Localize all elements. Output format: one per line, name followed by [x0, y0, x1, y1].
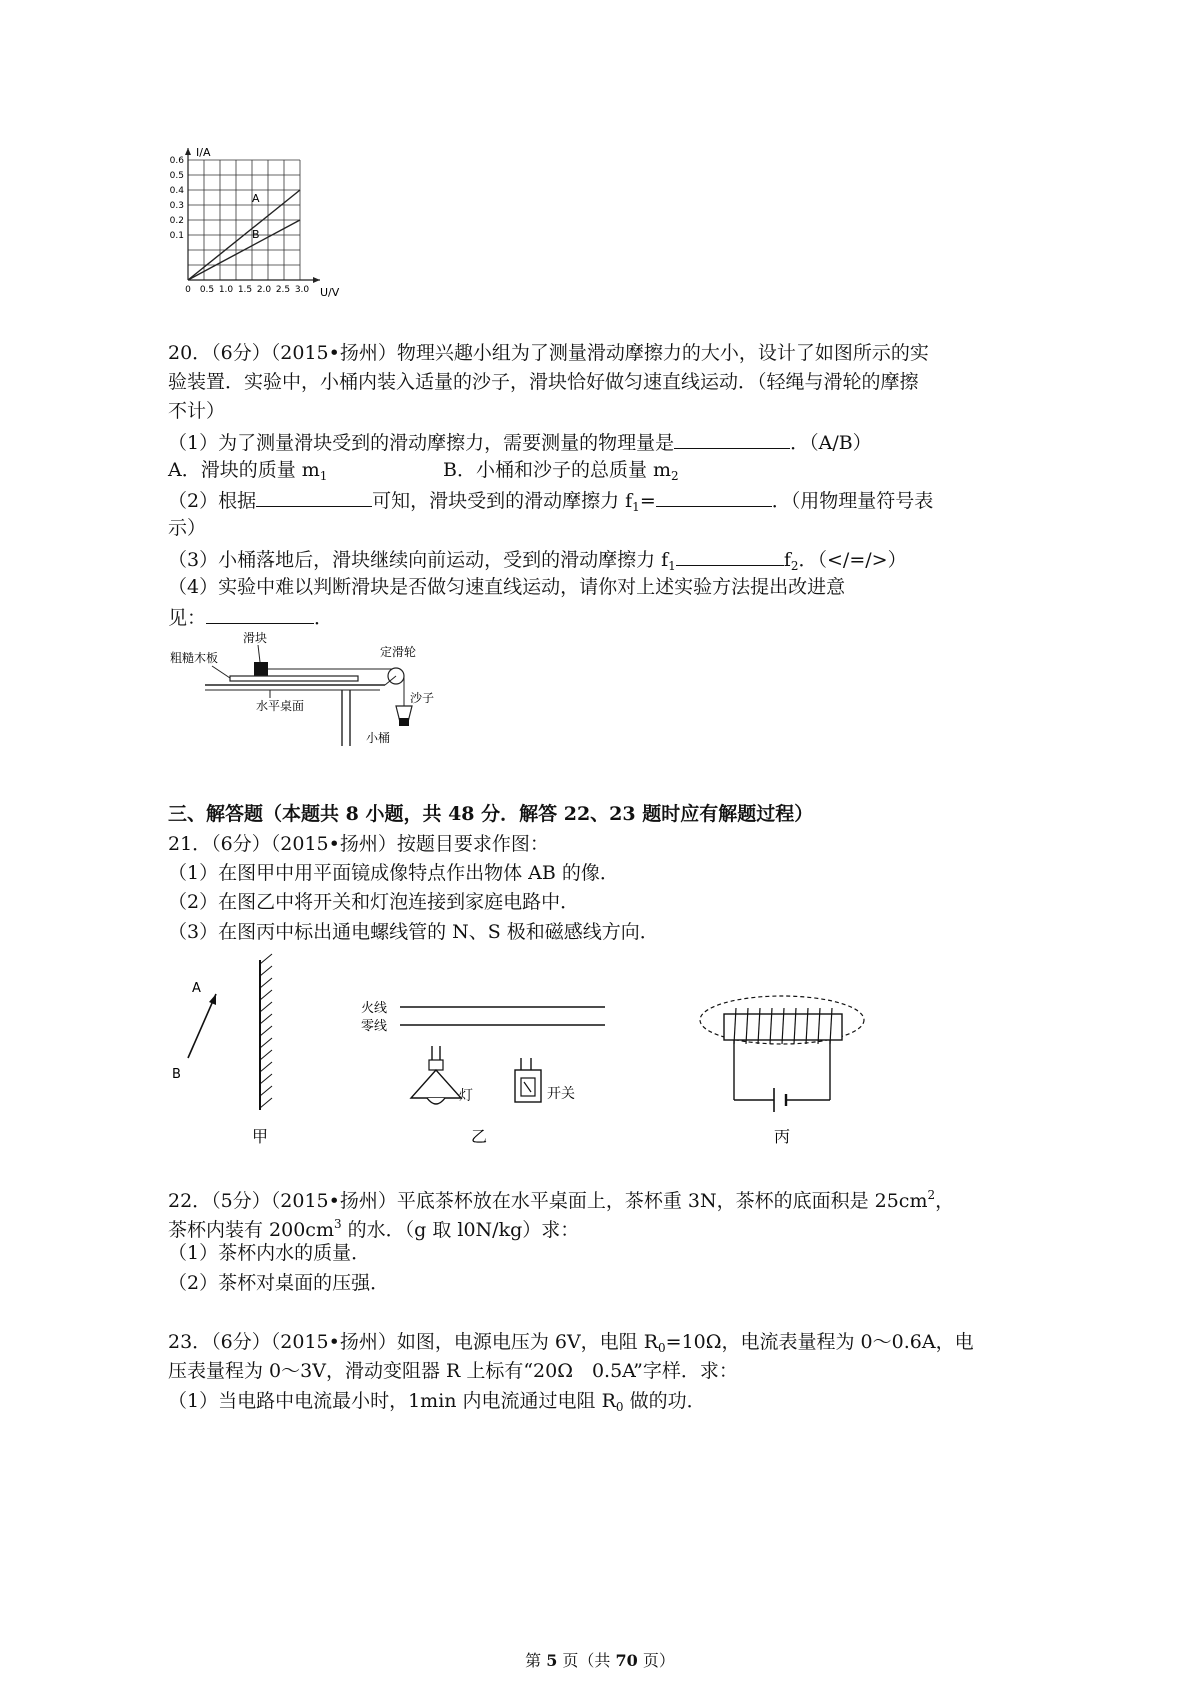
- table-label: 水平桌面: [256, 699, 305, 713]
- footer-suffix: 页）: [637, 1651, 675, 1670]
- option-b-sub: 2: [671, 469, 679, 483]
- fire-wire-label: 火线: [361, 1001, 388, 1016]
- q23-part1-end: 做的功．: [623, 1390, 706, 1412]
- bucket-label: 小桶: [366, 731, 391, 745]
- q20-part4-text: 见：: [168, 607, 207, 629]
- board-label: 粗糙木板: [170, 651, 219, 665]
- line-a-label: A: [252, 192, 260, 205]
- x-tick: 1.0: [218, 285, 234, 295]
- answer-blank[interactable]: [676, 543, 784, 566]
- q22-part2: （2）茶杯对桌面的压强．: [168, 1272, 390, 1294]
- zero-wire-label: 零线: [361, 1019, 388, 1034]
- pulley-label: 定滑轮: [380, 645, 417, 659]
- q22-part1: （1）茶杯内水的质量．: [168, 1242, 371, 1264]
- q20-part3-suffix: ．（</=/>）: [798, 549, 907, 571]
- q20-part4-suffix: ．: [314, 607, 334, 629]
- x-axis-label: U/V: [320, 286, 340, 299]
- q21-part1: （1）在图甲中用平面镜成像特点作出物体 AB 的像．: [168, 862, 619, 884]
- option-b-text: B．小桶和沙子的总质量 m: [443, 459, 672, 481]
- object-ab: [188, 994, 216, 1058]
- q23-line1-end: =10Ω，电流表量程为 0～0.6A，电: [665, 1331, 974, 1353]
- q22-line1-end: ，: [935, 1190, 955, 1212]
- x-tick: 2.5: [275, 285, 291, 295]
- figure-bing-caption: 丙: [774, 1127, 791, 1146]
- q21-line1: 21．（6分）（2015•扬州）按题目要求作图：: [168, 833, 549, 855]
- q20-part1-text: （1）为了测量滑块受到的滑动摩擦力，需要测量的物理量是: [168, 432, 675, 454]
- graph-grid: [188, 160, 300, 280]
- answer-blank[interactable]: [674, 426, 790, 449]
- x-tick: 2.0: [256, 285, 272, 295]
- q20-line3: 不计）: [168, 400, 226, 422]
- page-number: 5: [546, 1651, 558, 1670]
- q22-line1-sup: 2: [927, 1188, 936, 1202]
- figure-bing: [690, 990, 875, 1155]
- block-label: 滑块: [243, 631, 268, 645]
- lamp-label: 灯: [459, 1088, 473, 1104]
- q20-part3-f2: f: [783, 549, 791, 571]
- switch-icon[interactable]: [515, 1058, 541, 1102]
- switch-label: 开关: [547, 1086, 575, 1102]
- iu-graph: [160, 140, 360, 310]
- q20-part2-mid: 可知，滑块受到的滑动摩擦力 f: [372, 490, 633, 512]
- y-tick: 0.3: [169, 201, 184, 211]
- answer-blank[interactable]: [656, 484, 772, 507]
- q20-part2-line2: 示）: [168, 517, 207, 539]
- q20-part3-sub2: 2: [790, 559, 799, 573]
- q22-line2-text: 茶杯内装有 200cm: [168, 1219, 334, 1241]
- figure-yi: [355, 990, 615, 1155]
- y-axis-label: I/A: [196, 146, 211, 159]
- q23-line1-text: 23．（6分）（2015•扬州）如图，电源电压为 6V，电阻 R: [168, 1331, 659, 1353]
- line-b-label: B: [252, 228, 260, 241]
- q22-line2-end: 的水．（g 取 l0N/kg）求：: [341, 1219, 580, 1241]
- q20-line1: 20．（6分）（2015•扬州）物理兴趣小组为了测量滑动摩擦力的大小，设计了如图所示的实: [168, 342, 929, 364]
- figure-jia-caption: 甲: [252, 1127, 269, 1146]
- answer-blank[interactable]: [206, 601, 314, 624]
- page-total: 70: [615, 1651, 638, 1670]
- q20-part3-text: （3）小桶落地后，滑块继续向前运动，受到的滑动摩擦力 f: [168, 549, 669, 571]
- lamp-icon[interactable]: [411, 1046, 461, 1104]
- y-tick: 0.4: [169, 186, 184, 196]
- q23-part1-sub: 0: [615, 1400, 624, 1414]
- q21-part2: （2）在图乙中将开关和灯泡连接到家庭电路中．: [168, 891, 580, 913]
- q20-line2: 验装置．实验中，小桶内装入适量的沙子，滑块恰好做匀速直线运动．（轻绳与滑轮的摩擦: [168, 371, 919, 393]
- q22-line2-sup: 3: [333, 1217, 342, 1231]
- page-footer: [0, 1648, 1200, 1671]
- q20-part2-sub: 1: [632, 500, 640, 514]
- q23-line1-sub: 0: [658, 1341, 666, 1355]
- footer-mid: 页（共: [557, 1651, 616, 1670]
- y-tick: 0.1: [169, 231, 184, 241]
- section3-heading: 三、解答题（本题共 8 小题，共 48 分．解答 22、23 题时应有解题过程）: [168, 803, 814, 825]
- q20-part2: [168, 484, 933, 522]
- x-tick: 0.5: [199, 285, 215, 295]
- y-tick: 0.6: [169, 156, 184, 166]
- x-tick: 1.5: [237, 285, 253, 295]
- q20-part4-line1: （4）实验中难以判断滑块是否做匀速直线运动，请你对上述实验方法提出改进意: [168, 576, 846, 598]
- q20-part2-eq: =: [639, 490, 656, 512]
- battery-icon: [774, 1088, 786, 1112]
- option-a-text: A．滑块的质量 m: [168, 459, 320, 481]
- q22-line1-text: 22．（5分）（2015•扬州）平底茶杯放在水平桌面上，茶杯重 3N，茶杯的底面积是 25cm: [168, 1190, 928, 1212]
- figure-jia: [160, 950, 300, 1155]
- figure-yi-caption: 乙: [471, 1127, 488, 1146]
- slider-block: [254, 662, 268, 676]
- q20-part1: [168, 426, 872, 458]
- x-tick: 0: [185, 285, 191, 295]
- q20-part2-text: （2）根据: [168, 490, 257, 512]
- q23-part1-text: （1）当电路中电流最小时，1min 内电流通过电阻 R: [168, 1390, 616, 1412]
- answer-blank[interactable]: [256, 484, 372, 507]
- q20-part3-sub1: 1: [668, 559, 676, 573]
- q23-part1: [168, 1386, 706, 1422]
- y-tick: 0.2: [169, 216, 184, 226]
- sand-label: 沙子: [410, 691, 435, 705]
- footer-prefix: 第: [525, 1651, 547, 1670]
- q21-part3: （3）在图丙中标出通电螺线管的 N、S 极和磁感线方向．: [168, 921, 659, 943]
- rough-board: [230, 676, 358, 681]
- point-a-label: A: [192, 981, 201, 996]
- friction-apparatus: [170, 628, 470, 746]
- point-b-label: B: [172, 1067, 181, 1082]
- q23-line2: 压表量程为 0～3V，滑动变阻器 R 上标有“20Ω 0.5A”字样．求：: [168, 1360, 738, 1382]
- y-tick: 0.5: [169, 171, 184, 181]
- q20-part2-suffix: ．（用物理量符号表: [771, 490, 934, 512]
- x-tick: 3.0: [294, 285, 310, 295]
- option-a-sub: 1: [319, 469, 328, 483]
- q20-part1-suffix: ．（A/B）: [790, 432, 872, 454]
